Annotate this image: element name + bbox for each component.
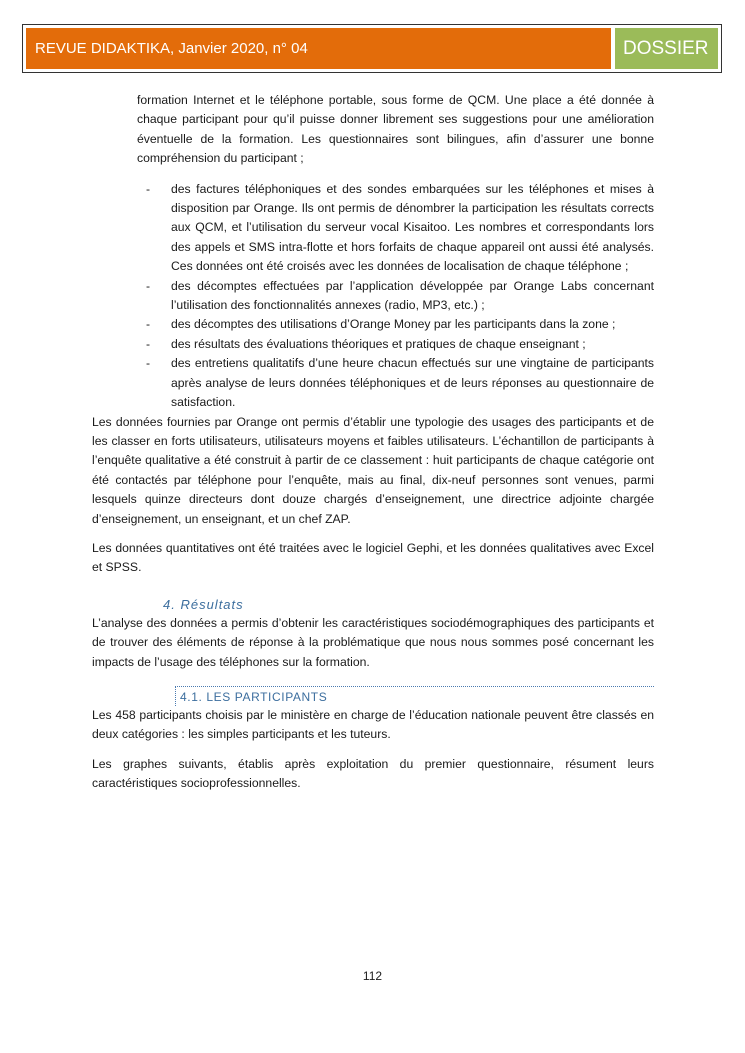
list-dash: -: [146, 356, 151, 371]
list-item-text: des décomptes effectuées par l’application développée par Orange Labs concernant l’utilisation des fonctionnalités annexes (radio, MP3, etc.) ;: [171, 278, 654, 313]
list-item-text: des factures téléphoniques et des sondes embarquées sur les téléphones et mises à disposition par Orange. Ils ont permis de dénombrer la participation les résultats corrects aux QCM, et l’utilisation du serveur vocal Kisaitoo. Les nombres et correspondants lors des appels et SMS intra-flotte et hors forfaits de chaque appareil ont aussi été analysés. Ces données ont été croisés avec les données de localisation de chaque téléphone ;: [171, 181, 654, 274]
results-paragraph: L’analyse des données a permis d’obtenir les caractéristiques sociodémographiques des participants et de trouver des éléments de réponse à la problématique que nous nous sommes posé concernant les impacts de l’usage des téléphones sur la formation.: [92, 615, 654, 669]
section-heading-results: 4. Résultats: [163, 596, 244, 612]
intro-paragraph: formation Internet et le téléphone portable, sous forme de QCM. Une place a été donnée à chaque participant pour qu’il puisse donner librement ses suggestions pour une amélioration éventuelle de la formation. Les questionnaires sont bilingues, afin d’assurer une bonne compréhension du participant ;: [137, 93, 654, 166]
list-item: [92, 277, 654, 316]
section-label: DOSSIER: [615, 28, 718, 69]
subsection-heading-participants: 4.1. LES PARTICIPANTS: [175, 686, 654, 706]
participants-paragraph: Les 458 participants choisis par le ministère en charge de l’éducation nationale peuvent être classés en deux catégories : les simples participants et les tuteurs.: [92, 707, 654, 742]
page-number: 112: [362, 969, 383, 983]
list-item: [92, 354, 654, 412]
list-dash: -: [146, 336, 151, 351]
processing-paragraph: Les données quantitatives ont été traitées avec le logiciel Gephi, et les données qualitatives avec Excel et SPSS.: [92, 540, 654, 575]
data-sources-list: [92, 180, 654, 413]
list-dash: -: [146, 317, 151, 332]
list-item: [92, 180, 654, 277]
list-item-text: des décomptes des utilisations d’Orange Money par les participants dans la zone ;: [171, 317, 616, 332]
document-body: [92, 91, 654, 794]
list-dash: -: [146, 181, 151, 196]
page-header: [22, 24, 722, 73]
journal-title: REVUE DIDAKTIKA, Janvier 2020, n° 04: [26, 28, 611, 69]
list-item: [92, 335, 654, 354]
list-dash: -: [146, 278, 151, 293]
list-item-text: des entretiens qualitatifs d’une heure chacun effectués sur une vingtaine de participants après analyse de leurs données téléphoniques et de leurs réponses au questionnaire de satisfaction.: [171, 356, 654, 410]
list-item-text: des résultats des évaluations théoriques et pratiques de chaque enseignant ;: [171, 336, 586, 351]
typology-paragraph: Les données fournies par Orange ont permis d’établir une typologie des usages des participants et de les classer en forts utilisateurs, utilisateurs moyens et faibles utilisateurs. L’échantillon de participants à l’enquête qualitative a été construit à partir de ce classement : huit participants de chaque catégorie ont été contactés par téléphone pour l’enquête, mais au final, dix-neuf personnes sont venues, parmi lesquels quinze directeurs dont douze chargés d’enseignement, une directrice adjointe chargée d’enseignement, un enseignant, et un chef ZAP.: [92, 414, 654, 526]
graphs-paragraph: Les graphes suivants, établis après exploitation du premier questionnaire, résument leurs caractéristiques socioprofessionnelles.: [92, 756, 654, 791]
list-item: [92, 315, 654, 334]
